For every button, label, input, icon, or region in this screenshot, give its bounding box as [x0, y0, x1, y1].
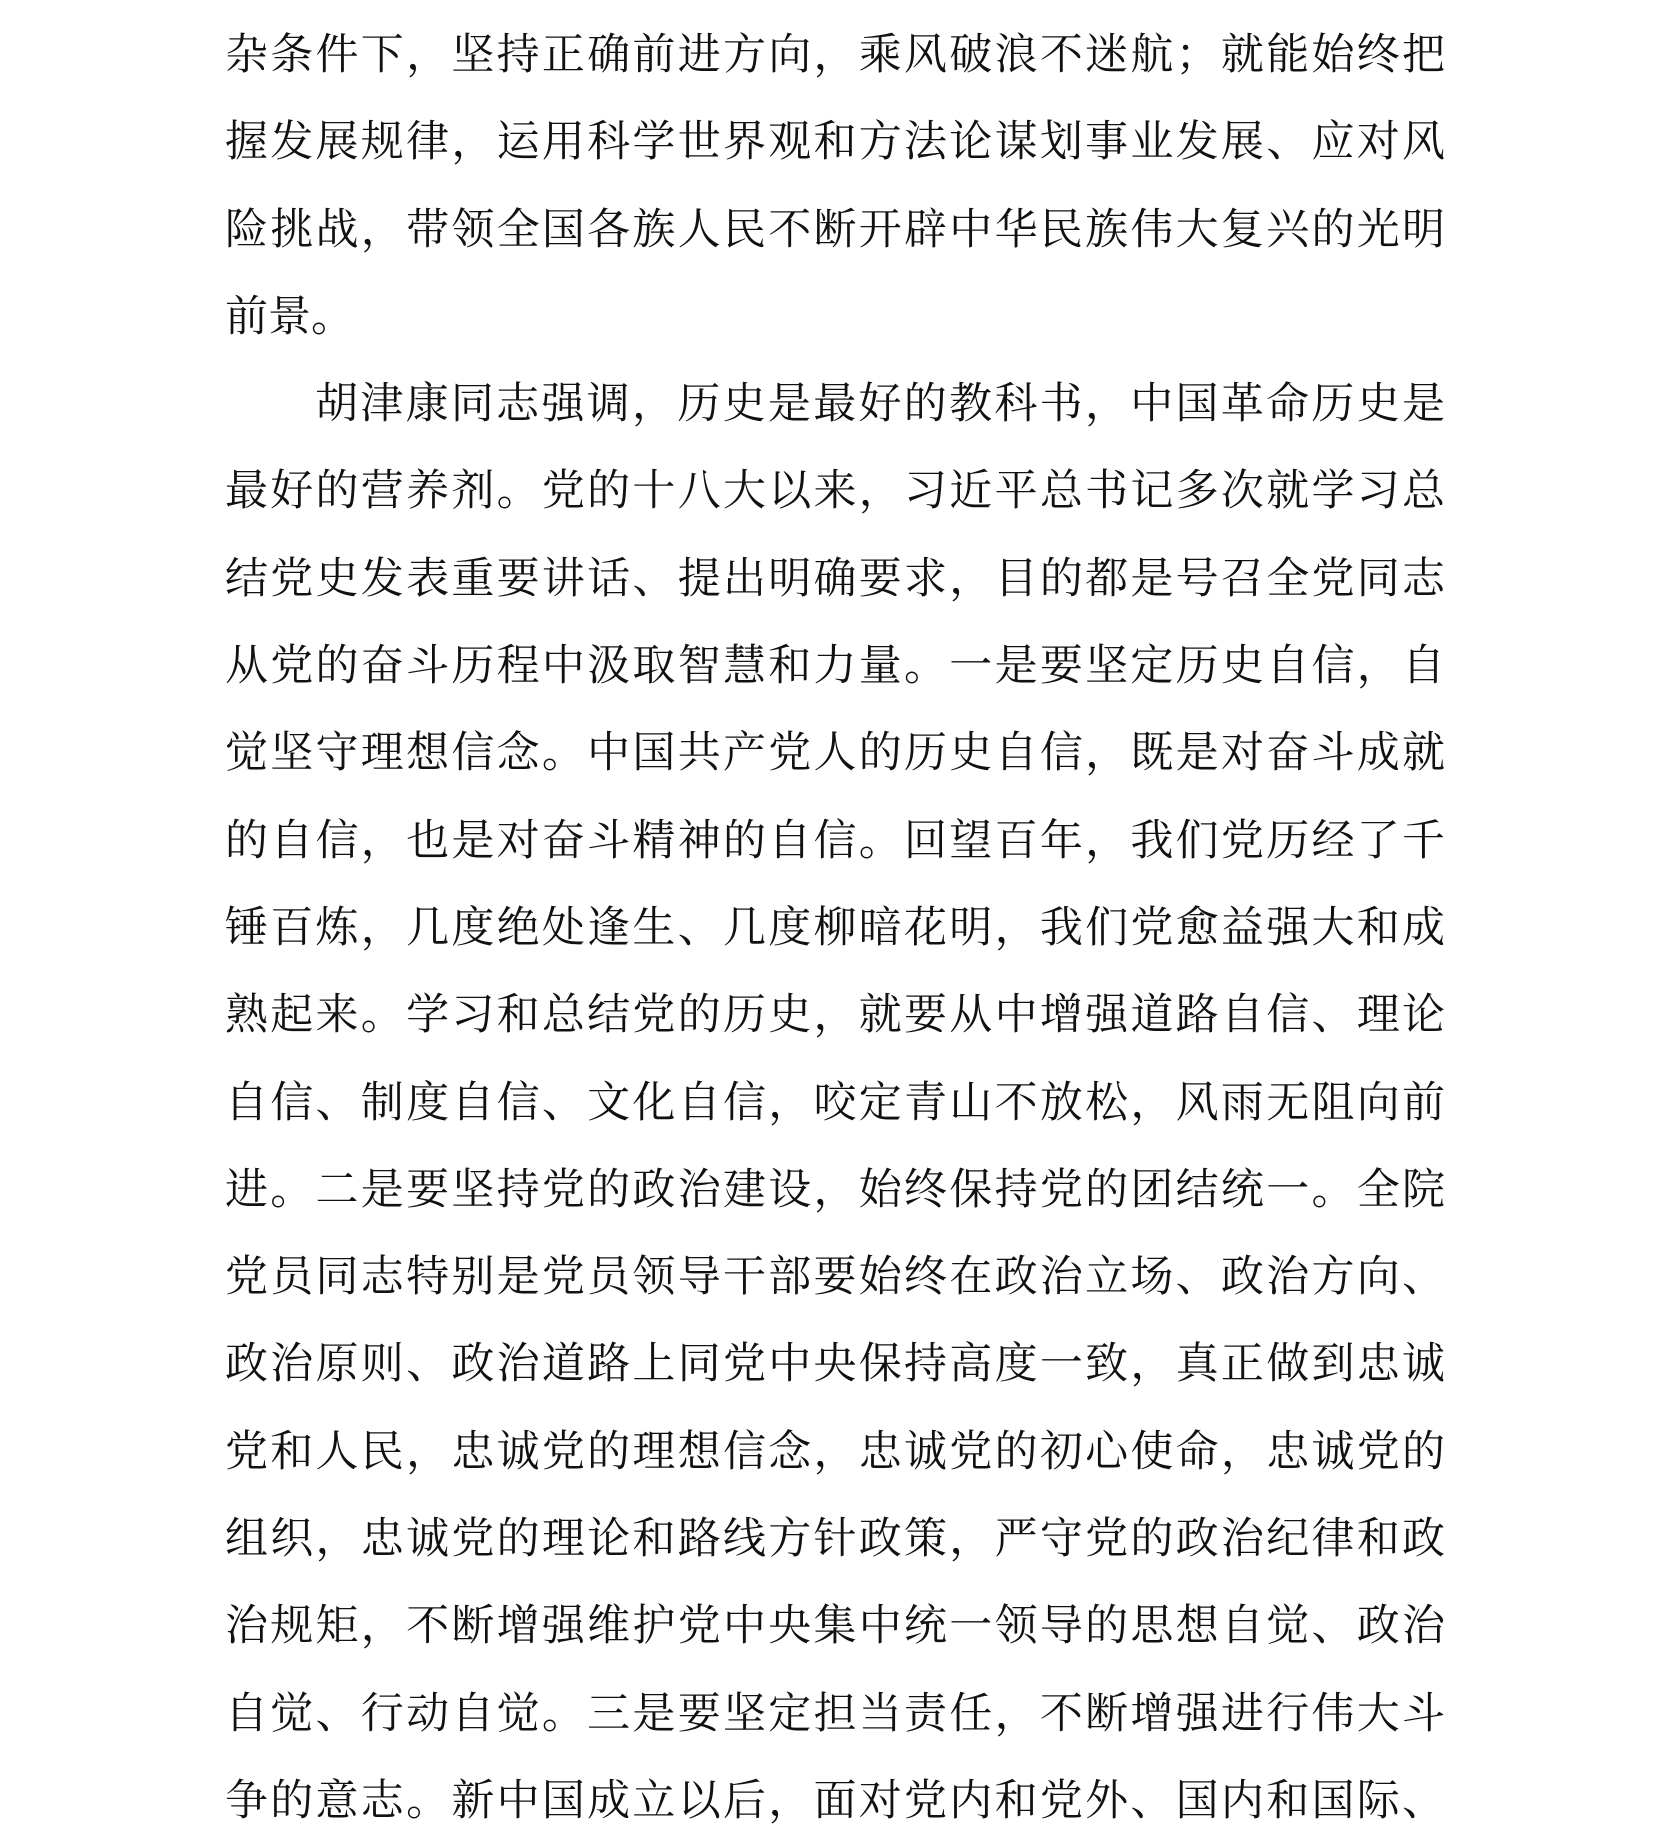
text-line: 党员同志特别是党员领导干部要始终在政治立场、政治方向、 — [225, 1252, 1445, 1303]
text-line: 自觉、行动自觉。三是要坚定担当责任，不断增强进行伟大斗 — [225, 1688, 1445, 1739]
body-text — [225, 12, 1445, 1845]
text-line: 从党的奋斗历程中汲取智慧和力量。一是要坚定历史自信，自 — [225, 641, 1445, 692]
text-line: 争的意志。新中国成立以后，面对党内和党外、国内和国际、 — [225, 1775, 1445, 1826]
text-line: 熟起来。学习和总结党的历史，就要从中增强道路自信、理论 — [225, 990, 1445, 1041]
text-line: 进。二是要坚持党的政治建设，始终保持党的团结统一。全院 — [225, 1164, 1445, 1215]
text-line: 党和人民，忠诚党的理想信念，忠诚党的初心使命，忠诚党的 — [225, 1426, 1445, 1477]
text-line: 组织，忠诚党的理论和路线方针政策，严守党的政治纪律和政 — [225, 1514, 1445, 1565]
text-line: 自信、制度自信、文化自信，咬定青山不放松，风雨无阻向前 — [225, 1077, 1445, 1128]
text-line: 觉坚守理想信念。中国共产党人的历史自信，既是对奋斗成就 — [225, 728, 1445, 779]
text-line: 政治原则、政治道路上同党中央保持高度一致，真正做到忠诚 — [225, 1339, 1445, 1390]
text-line: 最好的营养剂。党的十八大以来，习近平总书记多次就学习总 — [225, 466, 1445, 517]
text-line: 锤百炼，几度绝处逢生、几度柳暗花明，我们党愈益强大和成 — [225, 902, 1445, 953]
text-line: 治规矩，不断增强维护党中央集中统一领导的思想自觉、政治 — [225, 1601, 1445, 1652]
text-line: 前景。 — [225, 291, 354, 342]
text-line: 握发展规律，运用科学世界观和方法论谋划事业发展、应对风 — [225, 117, 1445, 168]
paragraph-first-line: 胡津康同志强调，历史是最好的教科书，中国革命历史是 — [315, 379, 1445, 430]
text-line: 杂条件下，坚持正确前进方向，乘风破浪不迷航；就能始终把 — [225, 30, 1445, 80]
text-line: 结党史发表重要讲话、提出明确要求，目的都是号召全党同志 — [225, 553, 1445, 604]
text-line: 的自信，也是对奋斗精神的自信。回望百年，我们党历经了千 — [225, 815, 1445, 866]
text-line: 险挑战，带领全国各族人民不断开辟中华民族伟大复兴的光明 — [225, 204, 1445, 255]
